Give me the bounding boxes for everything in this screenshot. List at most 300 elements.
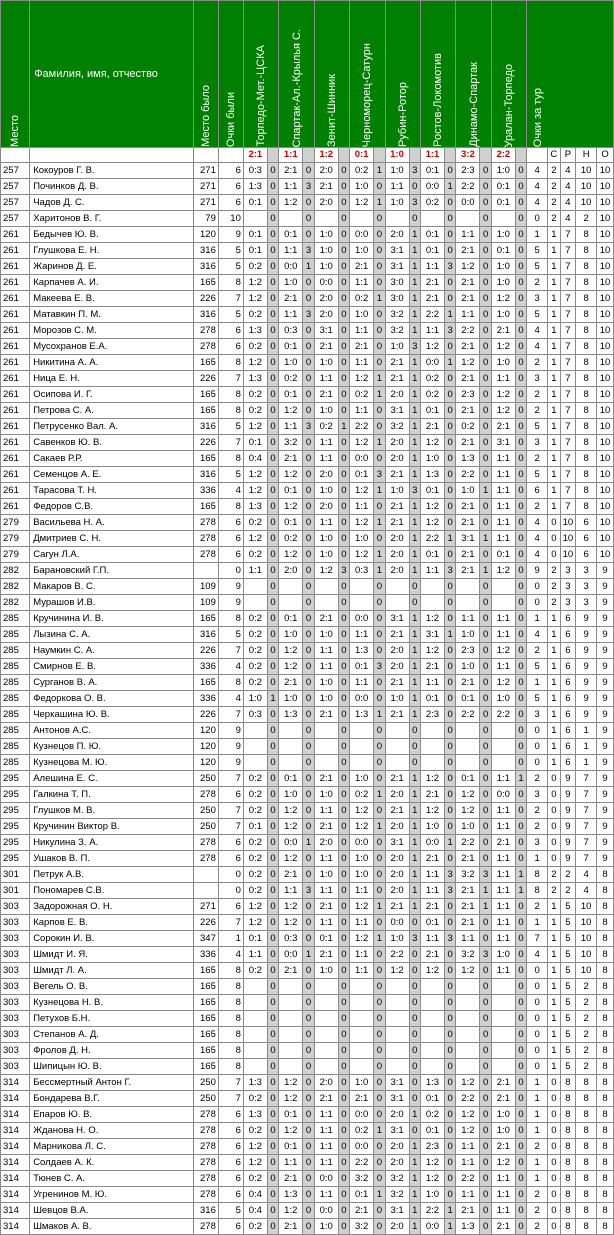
stat-cell: 10 <box>576 963 597 979</box>
place-before-cell: 226 <box>193 291 218 307</box>
stat-cell: 10 <box>597 339 614 355</box>
prediction-cell: 1:1 <box>420 675 444 691</box>
place-before-cell: 278 <box>193 1171 218 1187</box>
prediction-cell: 1:0 <box>385 195 409 211</box>
prediction-points-cell: 0 <box>338 1091 349 1107</box>
prediction-cell: 2:2 <box>456 179 480 195</box>
stat-cell: 7 <box>560 435 576 451</box>
result-cell: 2:2 <box>491 148 515 163</box>
prediction-cell: 2:0 <box>279 563 303 579</box>
prediction-cell: 1:0 <box>279 627 303 643</box>
prediction-cell: 2:1 <box>385 675 409 691</box>
prediction-points-cell: 0 <box>444 915 455 931</box>
place-cell: 314 <box>1 1091 30 1107</box>
prediction-cell: 0:2 <box>243 611 267 627</box>
round-points-cell: 1 <box>527 1075 548 1091</box>
prediction-points-cell: 0 <box>515 595 526 611</box>
stat-cell: 8 <box>560 1107 576 1123</box>
prediction-points-cell: 0 <box>267 1203 278 1219</box>
stat-cell: 4 <box>560 211 576 227</box>
table-row <box>1 755 614 771</box>
prediction-points-cell: 0 <box>480 1139 491 1155</box>
prediction-cell: 0:2 <box>279 531 303 547</box>
prediction-points-cell: 0 <box>267 291 278 307</box>
prediction-cell: 1:3 <box>243 371 267 387</box>
name-cell: Никитина А. А. <box>30 355 194 371</box>
points-before-cell: 6 <box>218 835 243 851</box>
prediction-cell <box>243 723 267 739</box>
stat-cell: 9 <box>560 803 576 819</box>
prediction-points-cell: 0 <box>515 403 526 419</box>
prediction-cell: 0:2 <box>243 675 267 691</box>
stat-cell: 9 <box>597 579 614 595</box>
place-before-cell: 278 <box>193 851 218 867</box>
prediction-cell: 1:1 <box>314 451 338 467</box>
prediction-cell: 1:2 <box>456 963 480 979</box>
prediction-points-cell: 0 <box>338 1043 349 1059</box>
place-before-cell: 165 <box>193 275 218 291</box>
place-cell: 303 <box>1 963 30 979</box>
round-points-cell: 5 <box>527 419 548 435</box>
prediction-points-cell: 0 <box>480 387 491 403</box>
prediction-points-cell: 0 <box>515 1043 526 1059</box>
prediction-cell: 1:0 <box>314 243 338 259</box>
place-before-cell: 336 <box>193 691 218 707</box>
stat-cell: 0 <box>548 803 561 819</box>
stat-cell: 8 <box>576 1091 597 1107</box>
prediction-cell: 2:1 <box>279 451 303 467</box>
table-row <box>1 595 614 611</box>
prediction-points-cell: 3 <box>444 931 455 947</box>
prediction-cell: 2:1 <box>279 963 303 979</box>
place-cell: 314 <box>1 1203 30 1219</box>
stat-cell: 1 <box>548 275 561 291</box>
prediction-points-cell: 0 <box>374 771 385 787</box>
prediction-points-cell: 0 <box>515 307 526 323</box>
table-row <box>1 995 614 1011</box>
prediction-cell: 3:2 <box>385 419 409 435</box>
prediction-cell: 1:1 <box>279 419 303 435</box>
place-cell: 261 <box>1 435 30 451</box>
prediction-points-cell: 0 <box>515 707 526 723</box>
table-row <box>1 579 614 595</box>
round-points-cell: 2 <box>527 1203 548 1219</box>
prediction-points-cell: 0 <box>480 259 491 275</box>
prediction-cell: 1:0 <box>314 531 338 547</box>
prediction-cell: 0:0 <box>350 691 374 707</box>
stat-cell: 9 <box>597 835 614 851</box>
prediction-cell: 1:2 <box>350 931 374 947</box>
prediction-points-cell: 0 <box>480 771 491 787</box>
name-cell: Савенков Ю. В. <box>30 435 194 451</box>
points-before-cell: 7 <box>218 1091 243 1107</box>
prediction-cell: 3:2 <box>350 1219 374 1235</box>
prediction-cell: 1:2 <box>491 403 515 419</box>
prediction-points-cell: 0 <box>303 931 314 947</box>
round-points-cell: 8 <box>527 883 548 899</box>
prediction-points-cell: 0 <box>338 163 349 179</box>
prediction-points-cell: 0 <box>515 1187 526 1203</box>
stat-cell: 1 <box>548 675 561 691</box>
prediction-cell: 1:2 <box>350 195 374 211</box>
prediction-cell: 0:2 <box>243 387 267 403</box>
prediction-points-cell: 0 <box>480 339 491 355</box>
table-row <box>1 211 614 227</box>
prediction-points-cell: 0 <box>267 915 278 931</box>
prediction-cell: 1:2 <box>456 803 480 819</box>
prediction-points-cell: 0 <box>303 1043 314 1059</box>
prediction-points-cell: 0 <box>338 371 349 387</box>
points-before-cell: 9 <box>218 755 243 771</box>
prediction-points-cell: 0 <box>480 611 491 627</box>
place-cell: 285 <box>1 611 30 627</box>
stat-cell: 8 <box>597 931 614 947</box>
prediction-points-cell: 0 <box>267 995 278 1011</box>
table-row <box>1 963 614 979</box>
prediction-cell <box>491 755 515 771</box>
prediction-cell <box>420 1043 444 1059</box>
col-match-8: Уралан-Торпедо <box>491 1 526 148</box>
place-before-cell: 278 <box>193 835 218 851</box>
prediction-points-cell: 1 <box>409 899 420 915</box>
prediction-points-cell: 0 <box>303 403 314 419</box>
stat-cell: 8 <box>576 1139 597 1155</box>
prediction-points-cell: 0 <box>267 627 278 643</box>
place-cell: 285 <box>1 627 30 643</box>
prediction-points-cell: 0 <box>303 387 314 403</box>
prediction-points-cell: 3 <box>374 467 385 483</box>
prediction-cell <box>456 595 480 611</box>
prediction-points-cell: 0 <box>480 419 491 435</box>
stat-cell: 8 <box>576 307 597 323</box>
prediction-points-cell: 0 <box>303 371 314 387</box>
stat-cell: 1 <box>548 707 561 723</box>
prediction-points-cell: 1 <box>409 355 420 371</box>
prediction-points-cell: 0 <box>303 1139 314 1155</box>
prediction-points-cell: 0 <box>374 211 385 227</box>
name-cell: Сурганов В. А. <box>30 675 194 691</box>
prediction-cell: 3:1 <box>385 1091 409 1107</box>
stat-cell: 5 <box>560 1011 576 1027</box>
stat-cell: 0 <box>548 1219 561 1235</box>
prediction-cell: 0:1 <box>279 1139 303 1155</box>
prediction-points-cell: 0 <box>480 643 491 659</box>
stat-cell: 7 <box>560 243 576 259</box>
prediction-cell: 0:2 <box>243 803 267 819</box>
stat-cell: 8 <box>560 1219 576 1235</box>
table-row <box>1 1171 614 1187</box>
prediction-points-cell: 0 <box>338 307 349 323</box>
stat-cell: 4 <box>560 179 576 195</box>
prediction-cell: 1:1 <box>279 883 303 899</box>
stat-cell: 3 <box>576 563 597 579</box>
prediction-points-cell: 0 <box>338 355 349 371</box>
prediction-points-cell: 0 <box>444 243 455 259</box>
prediction-points-cell: 0 <box>444 403 455 419</box>
stat-cell: 8 <box>560 1203 576 1219</box>
prediction-cell: 2:1 <box>456 339 480 355</box>
place-before-cell: 316 <box>193 627 218 643</box>
place-before-cell: 271 <box>193 163 218 179</box>
stat-cell: 7 <box>560 467 576 483</box>
prediction-points-cell: 1 <box>409 515 420 531</box>
prediction-points-cell: 0 <box>338 467 349 483</box>
prediction-points-cell: 0 <box>267 419 278 435</box>
stat-cell: 7 <box>576 835 597 851</box>
prediction-points-cell: 0 <box>409 1027 420 1043</box>
prediction-cell: 1:1 <box>491 883 515 899</box>
prediction-points-cell: 0 <box>374 643 385 659</box>
place-before-cell: 316 <box>193 467 218 483</box>
place-cell: 314 <box>1 1107 30 1123</box>
prediction-points-cell: 0 <box>303 291 314 307</box>
prediction-cell: 1:2 <box>243 419 267 435</box>
prediction-cell: 1:2 <box>456 355 480 371</box>
prediction-cell: 3:1 <box>491 435 515 451</box>
prediction-cell: 1:1 <box>350 403 374 419</box>
stat-header: О <box>597 148 614 163</box>
prediction-points-cell: 0 <box>267 883 278 899</box>
points-before-cell: 7 <box>218 771 243 787</box>
name-cell: Степанов А. Д. <box>30 1027 194 1043</box>
prediction-cell <box>491 1059 515 1075</box>
prediction-cell: 0:2 <box>420 195 444 211</box>
prediction-points-cell: 0 <box>303 1091 314 1107</box>
prediction-cell: 0:2 <box>420 371 444 387</box>
prediction-points-cell: 1 <box>374 435 385 451</box>
stat-cell: 8 <box>597 899 614 915</box>
place-before-cell: 120 <box>193 739 218 755</box>
stat-cell: 2 <box>548 195 561 211</box>
prediction-points-cell: 0 <box>374 1059 385 1075</box>
points-before-cell: 8 <box>218 403 243 419</box>
table-row <box>1 1059 614 1075</box>
place-before-cell: 278 <box>193 787 218 803</box>
points-before-cell: 6 <box>218 1219 243 1235</box>
table-row <box>1 675 614 691</box>
prediction-cell: 3:0 <box>385 275 409 291</box>
prediction-cell: 0:2 <box>243 851 267 867</box>
prediction-points-cell: 0 <box>303 611 314 627</box>
prediction-points-cell: 0 <box>374 595 385 611</box>
place-cell: 257 <box>1 163 30 179</box>
prediction-points-cell: 0 <box>444 547 455 563</box>
prediction-cell: 0:0 <box>420 179 444 195</box>
col-place-before: Место было <box>193 1 218 148</box>
place-before-cell: 336 <box>193 483 218 499</box>
points-before-cell: 8 <box>218 1011 243 1027</box>
stat-cell: 5 <box>560 979 576 995</box>
prediction-points-cell: 0 <box>303 723 314 739</box>
prediction-points-cell: 0 <box>267 659 278 675</box>
prediction-cell: 0:1 <box>420 403 444 419</box>
prediction-points-cell: 1 <box>409 1187 420 1203</box>
prediction-cell: 1:0 <box>420 819 444 835</box>
points-before-cell: 8 <box>218 1059 243 1075</box>
stat-cell: 9 <box>576 627 597 643</box>
place-before-cell: 316 <box>193 419 218 435</box>
prediction-cell: 0:0 <box>279 947 303 963</box>
prediction-cell: 1:0 <box>350 867 374 883</box>
prediction-points-cell: 0 <box>515 1123 526 1139</box>
place-before-cell: 165 <box>193 611 218 627</box>
prediction-cell: 2:1 <box>456 851 480 867</box>
prediction-cell: 0:0 <box>420 1219 444 1235</box>
stat-cell: 1 <box>548 755 561 771</box>
prediction-points-cell: 0 <box>444 387 455 403</box>
prediction-cell: 2:1 <box>279 163 303 179</box>
prediction-points-cell: 0 <box>444 211 455 227</box>
prediction-points-cell: 3 <box>444 259 455 275</box>
prediction-cell: 1:3 <box>279 1187 303 1203</box>
prediction-points-cell: 0 <box>303 643 314 659</box>
table-row <box>1 323 614 339</box>
prediction-cell: 2:0 <box>385 883 409 899</box>
place-before-cell: 278 <box>193 547 218 563</box>
prediction-cell: 1:1 <box>456 931 480 947</box>
prediction-cell: 2:1 <box>456 563 480 579</box>
prediction-points-cell: 0 <box>338 1123 349 1139</box>
name-cell: Епаров Ю. В. <box>30 1107 194 1123</box>
prediction-cell: 1:0 <box>385 691 409 707</box>
points-before-cell: 0 <box>218 867 243 883</box>
prediction-cell: 1:2 <box>350 819 374 835</box>
stat-cell: 1 <box>548 899 561 915</box>
place-before-cell: 250 <box>193 819 218 835</box>
stat-cell: 8 <box>576 483 597 499</box>
prediction-points-cell: 0 <box>338 1075 349 1091</box>
prediction-points-cell: 1 <box>409 435 420 451</box>
prediction-points-cell: 0 <box>515 259 526 275</box>
prediction-points-cell: 1 <box>409 611 420 627</box>
stat-cell: 2 <box>548 563 561 579</box>
table-row <box>1 819 614 835</box>
stat-cell: 9 <box>576 691 597 707</box>
round-points-cell: 4 <box>527 547 548 563</box>
prediction-cell: 3:2 <box>385 323 409 339</box>
prediction-cell: 1:0 <box>491 1107 515 1123</box>
prediction-cell: 2:1 <box>420 419 444 435</box>
prediction-points-cell: 0 <box>480 1027 491 1043</box>
round-points-cell: 0 <box>527 1059 548 1075</box>
prediction-cell: 1:2 <box>420 611 444 627</box>
stat-cell: 1 <box>548 739 561 755</box>
prediction-cell <box>456 755 480 771</box>
prediction-cell: 1:1 <box>420 563 444 579</box>
prediction-cell: 1:1 <box>420 259 444 275</box>
prediction-cell: 1:1 <box>279 179 303 195</box>
stat-cell: 5 <box>560 915 576 931</box>
prediction-cell: 0:1 <box>456 691 480 707</box>
stat-cell: 2 <box>548 211 561 227</box>
prediction-cell: 3:1 <box>385 1123 409 1139</box>
stat-cell: 2 <box>576 979 597 995</box>
place-before-cell: 250 <box>193 1091 218 1107</box>
table-row <box>1 275 614 291</box>
prediction-points-cell: 3 <box>480 947 491 963</box>
prediction-points-cell: 0 <box>444 1091 455 1107</box>
table-row <box>1 723 614 739</box>
prediction-cell: 1:1 <box>456 1187 480 1203</box>
stat-cell: 8 <box>597 1123 614 1139</box>
table-row <box>1 915 614 931</box>
prediction-cell: 1:2 <box>243 467 267 483</box>
round-points-cell: 9 <box>527 563 548 579</box>
prediction-points-cell: 0 <box>338 547 349 563</box>
prediction-points-cell: 0 <box>444 579 455 595</box>
place-before-cell: 278 <box>193 323 218 339</box>
points-before-cell: 6 <box>218 547 243 563</box>
prediction-points-cell: 0 <box>374 419 385 435</box>
stat-cell: 5 <box>560 963 576 979</box>
stat-header: Н <box>576 148 597 163</box>
stat-cell: 8 <box>597 1043 614 1059</box>
round-points-cell: 3 <box>527 787 548 803</box>
stat-cell: 1 <box>548 947 561 963</box>
prediction-points-cell: 0 <box>267 675 278 691</box>
points-before-cell: 7 <box>218 803 243 819</box>
col-match-1: Торпедо-Мет.-ЦСКА <box>243 1 278 148</box>
prediction-points-cell: 0 <box>303 803 314 819</box>
place-cell: 261 <box>1 243 30 259</box>
prediction-points-cell: 0 <box>515 739 526 755</box>
prediction-cell: 1:1 <box>491 931 515 947</box>
prediction-points-cell: 0 <box>267 179 278 195</box>
prediction-cell: 1:2 <box>279 1123 303 1139</box>
prediction-points-cell: 0 <box>480 371 491 387</box>
prediction-points-cell: 3 <box>444 323 455 339</box>
prediction-points-cell: 0 <box>338 883 349 899</box>
prediction-cell: 2:2 <box>420 1203 444 1219</box>
prediction-points-cell: 0 <box>338 707 349 723</box>
prediction-points-cell: 0 <box>338 691 349 707</box>
points-before-cell: 5 <box>218 419 243 435</box>
prediction-cell: 1:2 <box>491 643 515 659</box>
prediction-points-cell: 0 <box>267 1011 278 1027</box>
prediction-cell: 0:2 <box>243 867 267 883</box>
stat-cell: 2 <box>548 579 561 595</box>
name-cell: Жданова Н. О. <box>30 1123 194 1139</box>
prediction-points-cell: 0 <box>267 339 278 355</box>
stat-cell: 2 <box>576 1027 597 1043</box>
prediction-points-cell: 0 <box>444 451 455 467</box>
prediction-points-cell: 0 <box>515 451 526 467</box>
stat-cell: 9 <box>597 819 614 835</box>
place-cell: 257 <box>1 179 30 195</box>
prediction-cell: 2:0 <box>385 451 409 467</box>
prediction-points-cell: 0 <box>267 1219 278 1235</box>
stat-cell: 8 <box>576 403 597 419</box>
stat-cell: 8 <box>576 1203 597 1219</box>
points-before-cell: 7 <box>218 707 243 723</box>
prediction-points-cell: 0 <box>267 483 278 499</box>
prediction-cell <box>314 739 338 755</box>
prediction-points-cell: 0 <box>338 499 349 515</box>
prediction-points-cell: 0 <box>409 1043 420 1059</box>
prediction-cell: 0:2 <box>243 963 267 979</box>
prediction-points-cell: 0 <box>338 259 349 275</box>
prediction-points-cell: 0 <box>480 963 491 979</box>
prediction-points-cell: 0 <box>480 931 491 947</box>
prediction-points-cell: 0 <box>515 643 526 659</box>
prediction-points-cell: 0 <box>267 387 278 403</box>
table-row <box>1 499 614 515</box>
round-points-cell: 4 <box>527 531 548 547</box>
prediction-cell: 1:2 <box>420 803 444 819</box>
prediction-points-cell: 0 <box>267 947 278 963</box>
prediction-points-cell: 0 <box>303 227 314 243</box>
prediction-points-cell: 1 <box>409 243 420 259</box>
